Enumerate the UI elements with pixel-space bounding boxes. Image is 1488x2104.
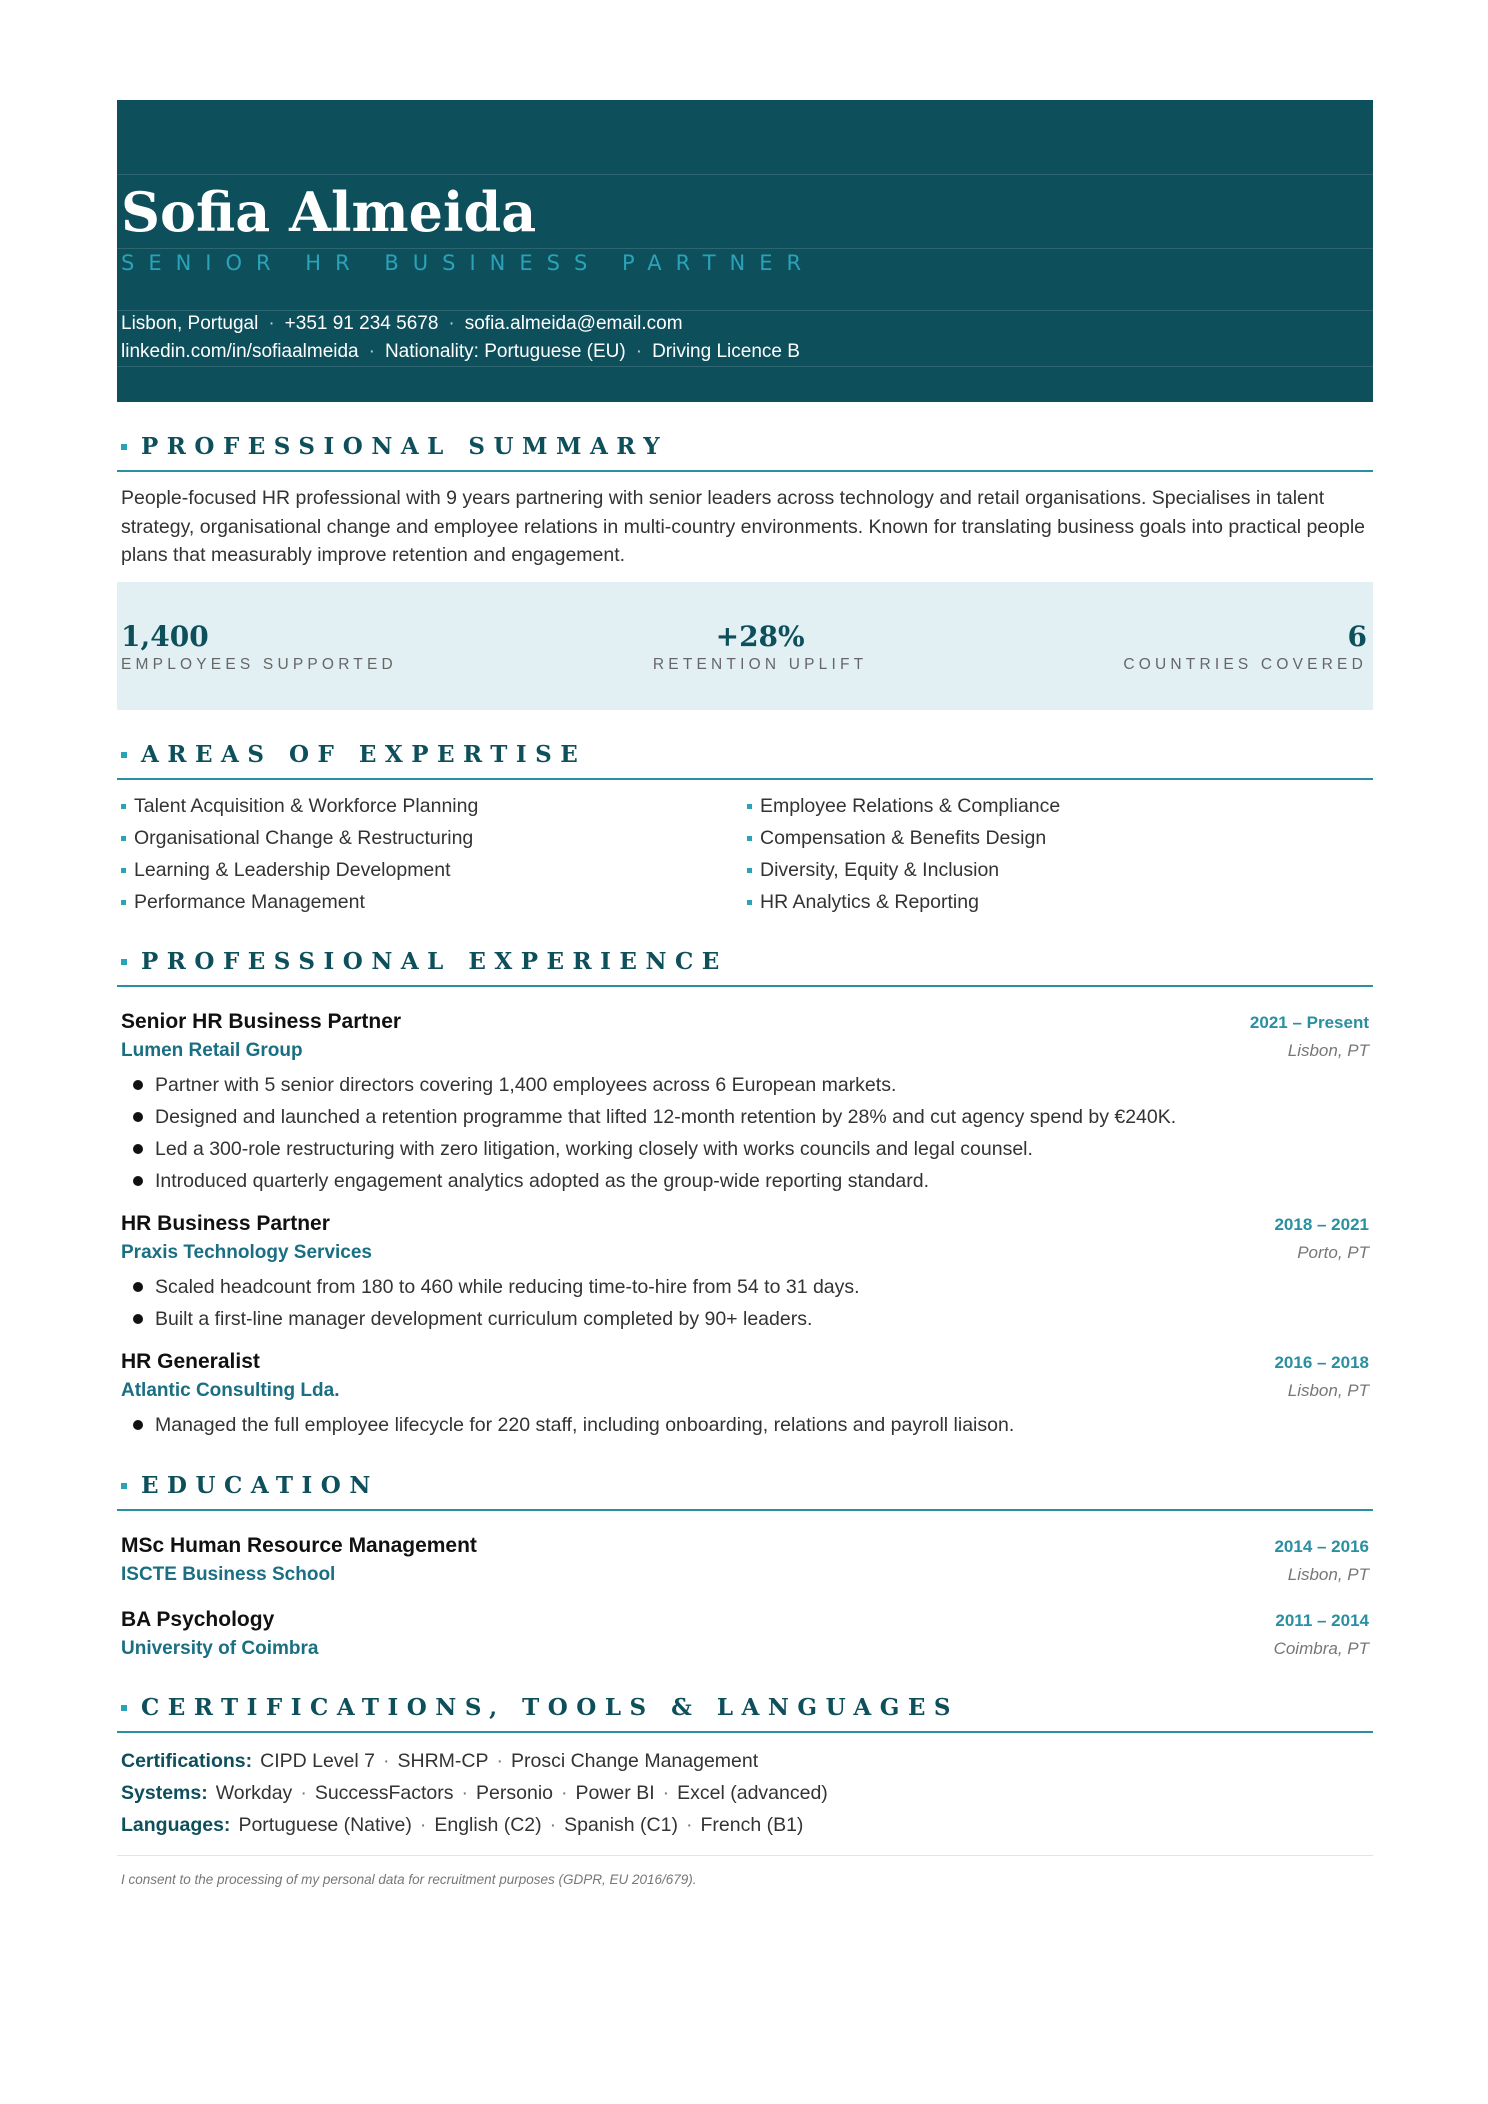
list-item <box>133 1069 1369 1101</box>
cert-value: SuccessFactors <box>314 1781 454 1804</box>
bullet-dot-icon <box>133 1282 143 1292</box>
separator: · <box>419 1813 427 1836</box>
square-bullet-icon <box>747 868 752 873</box>
job-entry <box>117 1209 1373 1335</box>
list-item <box>133 1101 1369 1133</box>
expertise-item <box>747 824 1377 853</box>
job-org: Praxis Technology Services <box>121 1241 372 1263</box>
stat-employees <box>121 620 397 710</box>
stat-retention <box>653 620 867 710</box>
contact-line-1 <box>121 310 1369 338</box>
separator: · <box>383 1749 390 1772</box>
expertise-item <box>121 792 747 821</box>
list-item <box>133 1165 1369 1197</box>
expertise-item <box>747 792 1377 821</box>
list-item <box>133 1271 1369 1303</box>
job-entry <box>117 1007 1373 1197</box>
expertise-item-text: Employee Relations & Compliance <box>760 794 1061 817</box>
stat-countries <box>1123 620 1367 710</box>
expertise-item-text: HR Analytics & Reporting <box>760 890 979 913</box>
education-school-row <box>121 1561 1369 1589</box>
job-title: HR Generalist <box>121 1349 260 1373</box>
job-location: Lisbon, PT <box>1287 1380 1369 1400</box>
job-header-row <box>121 1007 1369 1037</box>
certifications-list <box>117 1733 1373 1841</box>
licence-text: Driving Licence B <box>652 341 800 362</box>
school-name: University of Coimbra <box>121 1637 319 1659</box>
heading-square-icon <box>121 1705 127 1711</box>
square-bullet-icon <box>121 836 126 841</box>
separator: · <box>268 313 275 334</box>
separator: · <box>561 1781 568 1804</box>
school-location: Coimbra, PT <box>1273 1638 1369 1658</box>
stat-value: +28% <box>715 619 805 653</box>
email-link[interactable]: sofia.almeida@email.com <box>464 313 683 334</box>
separator: · <box>461 1781 469 1804</box>
bullet-dot-icon <box>133 1314 143 1324</box>
job-dates: 2021 – Present <box>1249 1012 1369 1032</box>
gdpr-consent: I consent to the processing of my personal data for recruitment purposes (GDPR, EU 2016/679). <box>121 1871 697 1887</box>
job-bullets <box>121 1069 1369 1197</box>
list-item <box>133 1303 1369 1335</box>
separator: · <box>635 341 643 362</box>
job-title: HR Business Partner <box>121 1211 330 1235</box>
expertise-item <box>121 856 747 885</box>
cert-value: English (C2) <box>434 1813 542 1836</box>
expertise-item-text: Organisational Change & Restructuring <box>134 826 474 849</box>
certifications-heading <box>117 1693 1373 1733</box>
cert-value: Prosci Change Management <box>511 1749 759 1772</box>
education-entry <box>117 1605 1373 1663</box>
stat-label: EMPLOYEES SUPPORTED <box>121 655 397 673</box>
summary-heading <box>117 432 1373 472</box>
job-dates: 2016 – 2018 <box>1274 1352 1369 1372</box>
stat-label: COUNTRIES COVERED <box>1123 655 1367 673</box>
separator: · <box>448 313 455 334</box>
square-bullet-icon <box>747 836 752 841</box>
bullet-text: Introduced quarterly engagement analytics adopted as the group-wide reporting standard. <box>155 1169 929 1192</box>
resume-content <box>117 100 1373 1887</box>
education-header-row <box>121 1531 1369 1561</box>
location-text: Lisbon, Portugal <box>121 313 259 334</box>
job-org-row <box>121 1037 1369 1065</box>
job-location: Lisbon, PT <box>1287 1040 1369 1060</box>
square-bullet-icon <box>121 868 126 873</box>
nationality-text: Nationality: Portuguese (EU) <box>384 341 626 362</box>
square-bullet-icon <box>747 900 752 905</box>
education-school-row <box>121 1635 1369 1663</box>
cert-row-label: Languages: <box>121 1813 231 1836</box>
stats-band <box>117 582 1373 710</box>
separator: · <box>300 1781 307 1804</box>
cert-row-label: Systems: <box>121 1781 208 1804</box>
expertise-item <box>121 888 747 917</box>
expertise-list <box>117 780 1373 917</box>
education-dates: 2011 – 2014 <box>1275 1610 1369 1630</box>
separator: · <box>662 1781 670 1804</box>
school-name: ISCTE Business School <box>121 1563 336 1585</box>
bullet-dot-icon <box>133 1112 143 1122</box>
job-bullets <box>121 1409 1369 1441</box>
expertise-item <box>747 856 1377 885</box>
cert-row-systems <box>121 1777 1369 1809</box>
expertise-item-text: Compensation & Benefits Design <box>760 826 1047 849</box>
expertise-item-text: Talent Acquisition & Workforce Planning <box>134 794 479 817</box>
phone-text: +351 91 234 5678 <box>284 313 439 334</box>
square-bullet-icon <box>747 804 752 809</box>
education-dates: 2014 – 2016 <box>1274 1536 1369 1556</box>
job-org-row <box>121 1377 1369 1405</box>
list-item <box>133 1133 1369 1165</box>
cert-value: Personio <box>476 1781 553 1804</box>
cert-value: Power BI <box>575 1781 655 1804</box>
education-heading <box>117 1471 1373 1511</box>
cert-value: CIPD Level 7 <box>260 1749 375 1772</box>
heading-square-icon <box>121 959 127 965</box>
expertise-item-text: Learning & Leadership Development <box>134 858 451 881</box>
separator: · <box>549 1813 557 1836</box>
certifications-heading-text: CERTIFICATIONS, TOOLS & LANGUAGES <box>141 1693 960 1721</box>
bullet-dot-icon <box>133 1420 143 1430</box>
contact-info <box>121 310 1369 366</box>
square-bullet-icon <box>121 900 126 905</box>
heading-square-icon <box>121 444 127 450</box>
job-header-row <box>121 1347 1369 1377</box>
header-guide-line <box>117 174 1373 175</box>
job-org: Atlantic Consulting Lda. <box>121 1379 340 1401</box>
stat-label: RETENTION UPLIFT <box>652 655 868 673</box>
cert-row-certifications <box>121 1745 1369 1777</box>
separator: · <box>685 1813 693 1836</box>
expertise-item <box>121 824 747 853</box>
resume-header <box>117 100 1373 402</box>
experience-heading <box>117 947 1373 987</box>
bullet-dot-icon <box>133 1176 143 1186</box>
expertise-heading <box>117 740 1373 780</box>
experience-heading-text: PROFESSIONAL EXPERIENCE <box>141 947 728 975</box>
linkedin-link[interactable]: linkedin.com/in/sofiaalmeida <box>121 341 359 362</box>
cert-value: French (B1) <box>700 1813 804 1836</box>
job-location: Porto, PT <box>1297 1242 1369 1262</box>
heading-square-icon <box>121 752 127 758</box>
cert-value: Spanish (C1) <box>564 1813 678 1836</box>
bullet-dot-icon <box>133 1080 143 1090</box>
expertise-item-text: Diversity, Equity & Inclusion <box>760 858 1000 881</box>
stat-value: 6 <box>1347 619 1367 653</box>
cert-row-label: Certifications: <box>121 1749 253 1772</box>
list-item <box>133 1409 1369 1441</box>
job-entry <box>117 1347 1373 1441</box>
education-header-row <box>121 1605 1369 1635</box>
stat-value: 1,400 <box>121 619 209 653</box>
degree-title: BA Psychology <box>121 1607 275 1631</box>
bullet-text: Led a 300-role restructuring with zero litigation, working closely with works councils and legal counsel. <box>155 1137 1033 1160</box>
expertise-item <box>747 888 1377 917</box>
expertise-heading-text: AREAS OF EXPERTISE <box>141 740 587 768</box>
education-entry <box>117 1531 1373 1589</box>
job-org-row <box>121 1239 1369 1267</box>
bullet-text: Built a first-line manager development curriculum completed by 90+ leaders. <box>155 1307 813 1330</box>
job-header-row <box>121 1209 1369 1239</box>
expertise-item-text: Performance Management <box>134 890 365 913</box>
school-location: Lisbon, PT <box>1287 1564 1369 1584</box>
job-org: Lumen Retail Group <box>121 1039 303 1061</box>
heading-square-icon <box>121 1483 127 1489</box>
separator: · <box>496 1749 503 1772</box>
cert-value: Excel (advanced) <box>677 1781 828 1804</box>
job-bullets <box>121 1271 1369 1335</box>
bullet-text: Scaled headcount from 180 to 460 while reducing time-to-hire from 54 to 31 days. <box>155 1275 860 1298</box>
summary-heading-text: PROFESSIONAL SUMMARY <box>141 433 669 460</box>
job-dates: 2018 – 2021 <box>1274 1214 1369 1234</box>
education-heading-text: EDUCATION <box>141 1471 379 1499</box>
job-title: Senior HR Business Partner <box>121 1009 402 1033</box>
bullet-text: Managed the full employee lifecycle for 220 staff, including onboarding, relations and payroll liaison. <box>155 1413 1015 1436</box>
candidate-role: SENIOR HR BUSINESS PARTNER <box>121 251 816 275</box>
bullet-text: Designed and launched a retention programme that lifted 12-month retention by 28% and cut agency spend by €240K. <box>155 1105 1177 1128</box>
cert-value: Portuguese (Native) <box>238 1813 412 1836</box>
header-guide-line <box>117 366 1373 367</box>
bullet-dot-icon <box>133 1144 143 1154</box>
bullet-text: Partner with 5 senior directors covering 1,400 employees across 6 European markets. <box>155 1073 897 1096</box>
cert-row-languages <box>121 1809 1369 1841</box>
square-bullet-icon <box>121 804 126 809</box>
contact-line-2 <box>121 338 1369 366</box>
degree-title: MSc Human Resource Management <box>121 1533 477 1557</box>
separator: · <box>368 341 375 362</box>
candidate-name: Sofia Almeida <box>121 180 537 244</box>
cert-value: Workday <box>215 1781 293 1804</box>
summary-text: People-focused HR professional with 9 years partnering with senior leaders across technology and retail organisations. Specialises in talent strategy, organisational change and employee relations in multi-country environments. Known for translating business goals into practical people plans that measurably improve retention and engagement. <box>121 487 1366 566</box>
cert-value: SHRM-CP <box>397 1749 489 1772</box>
